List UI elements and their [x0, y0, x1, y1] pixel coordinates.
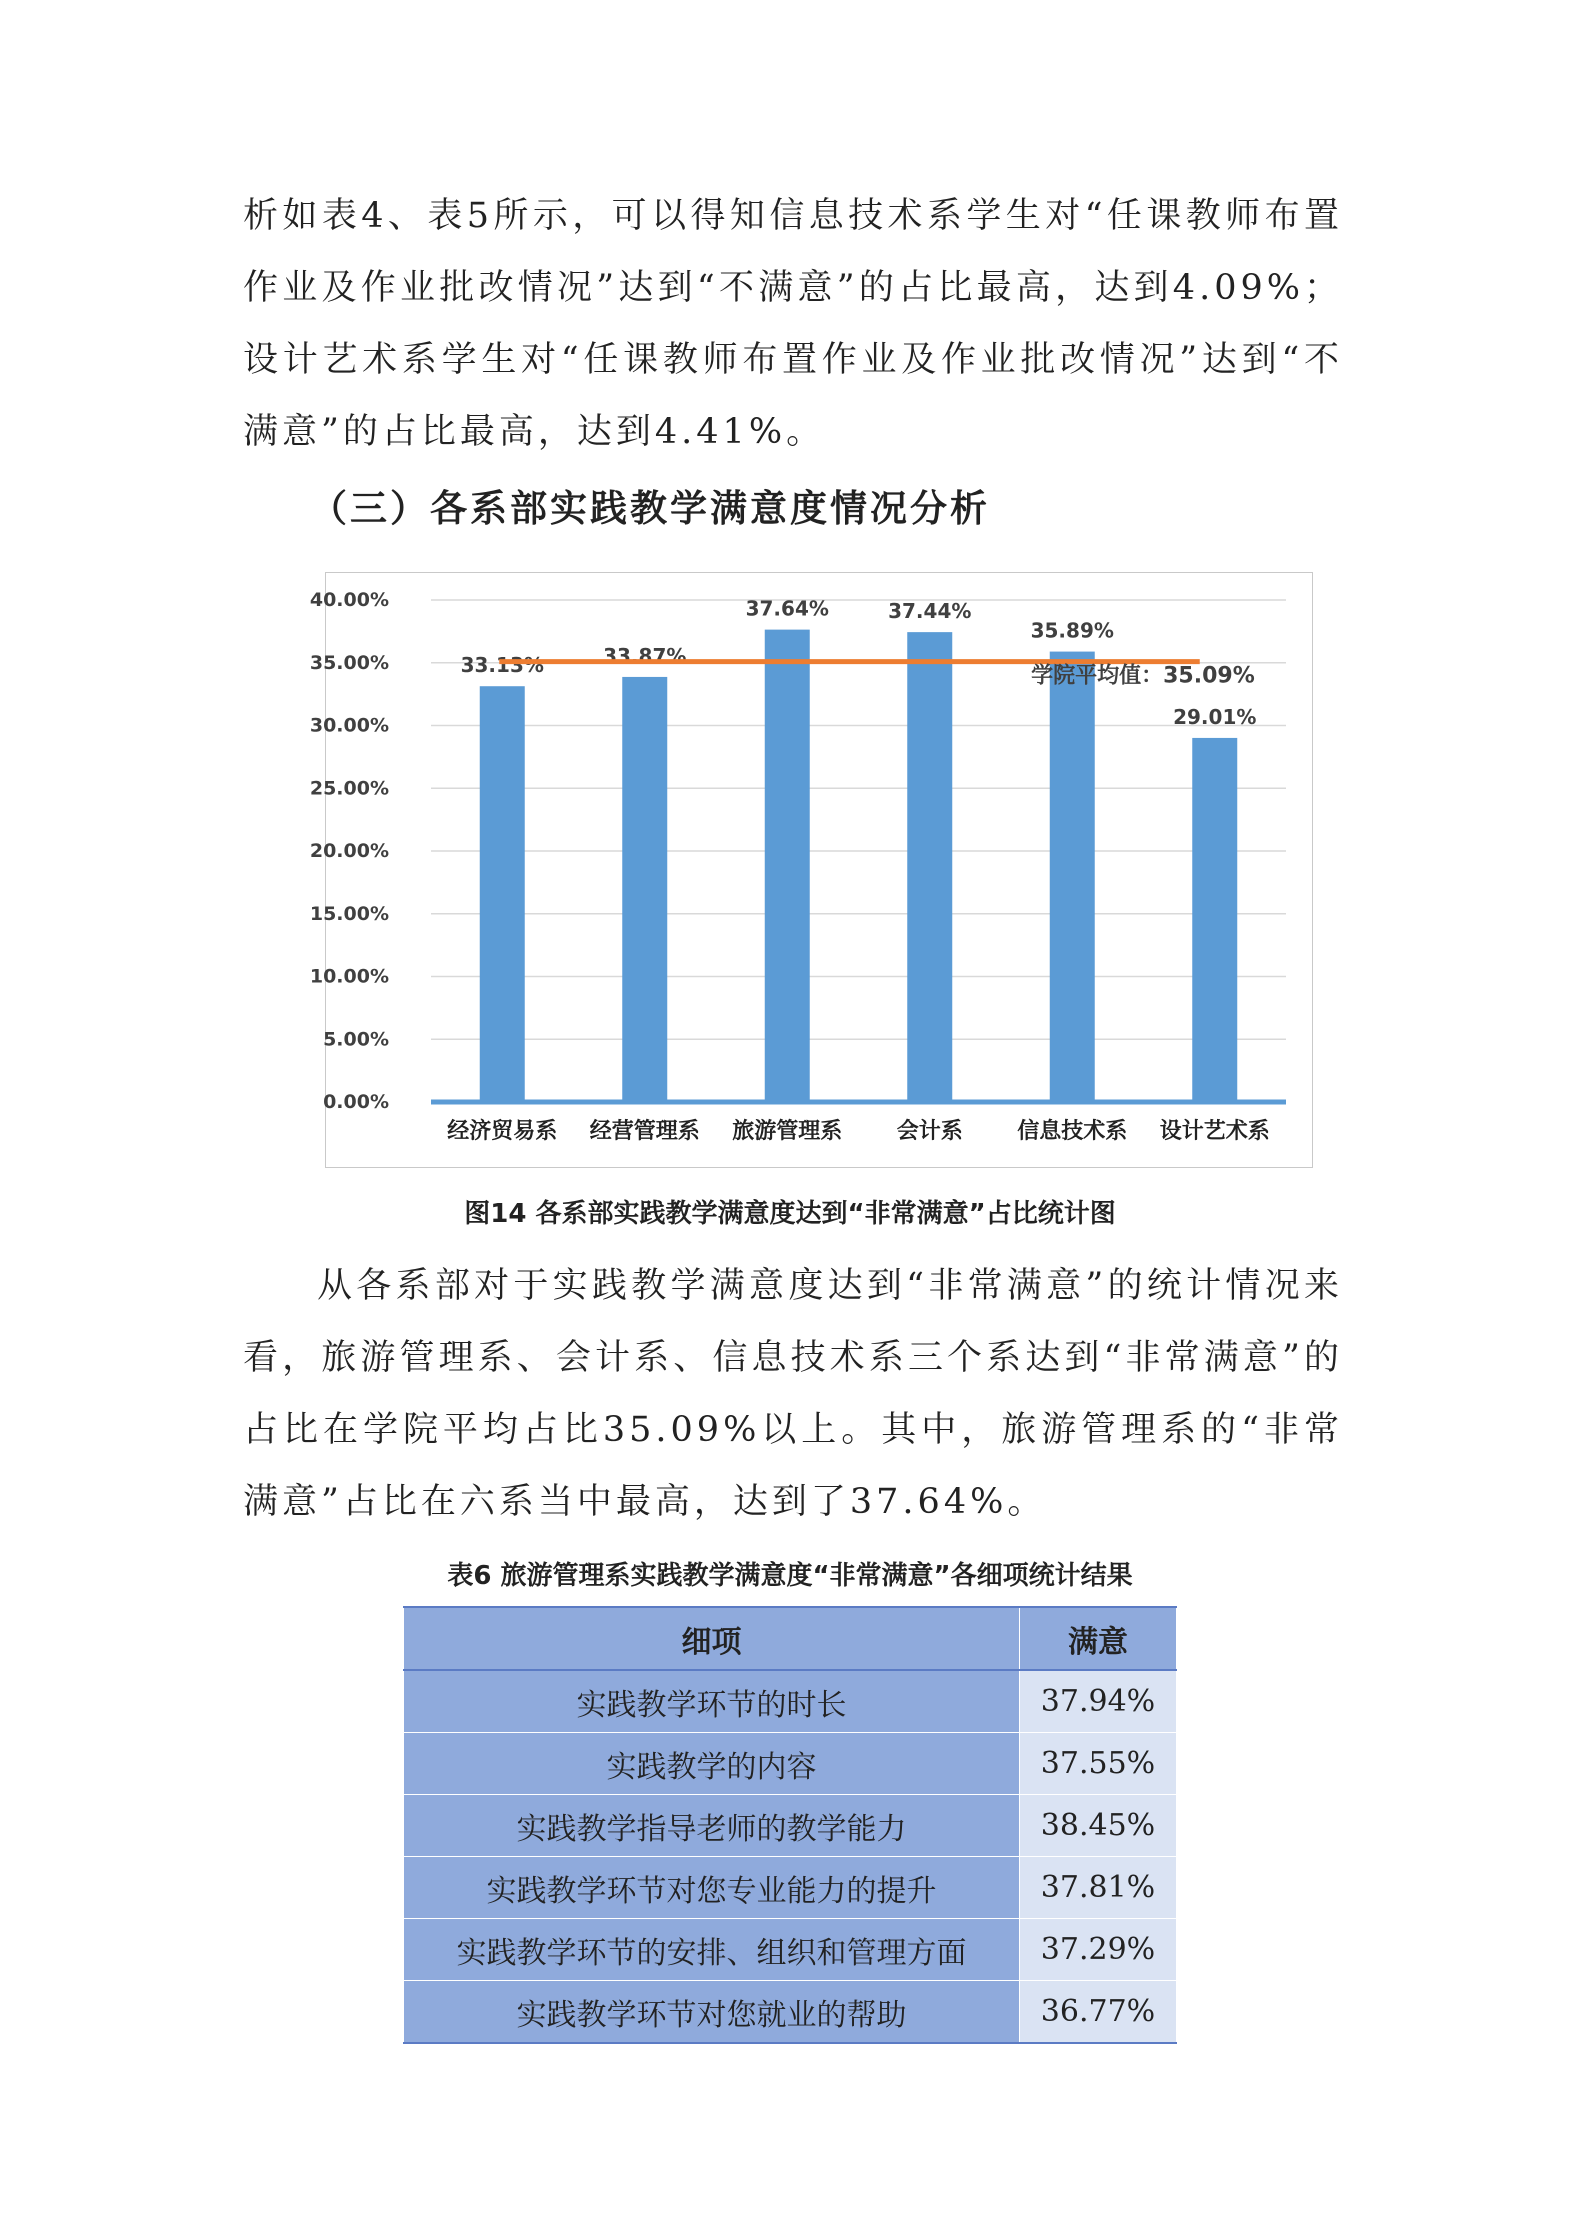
category-label: 信息技术系: [1017, 1119, 1128, 1144]
figure-caption: 图14 各系部实践教学满意度达到“非常满意”占比统计图: [464, 1199, 1116, 1229]
category-label: 设计艺术系: [1159, 1119, 1270, 1144]
bar: [765, 630, 810, 1102]
data-label: 35.89%: [1030, 618, 1114, 643]
bar: [907, 632, 952, 1102]
bar-chart: [309, 572, 1313, 1168]
row-item: 实践教学的内容: [404, 1733, 1020, 1795]
row-value: 37.55%: [1020, 1733, 1177, 1795]
intro-paragraph: 析如表4、表5所示，可以得知信息技术系学生对“任课教师布置作业及作业批改情况”达到“不满意”的占比最高，达到4.09%；设计艺术系学生对“任课教师布置作业及作业批改情况”达到“不满意”的占比最高，达到4.41%。: [243, 196, 1343, 452]
category-label: 旅游管理系: [732, 1119, 843, 1144]
category-label: 经济贸易系: [447, 1119, 558, 1144]
row-item: 实践教学环节的安排、组织和管理方面: [404, 1919, 1020, 1981]
data-label: 37.44%: [888, 599, 972, 624]
table-caption: 表6 旅游管理系实践教学满意度“非常满意”各细项统计结果: [447, 1561, 1133, 1591]
y-tick-label: 30.00%: [309, 714, 389, 737]
data-label: 37.64%: [745, 596, 829, 621]
row-value: 36.77%: [1020, 1981, 1177, 2044]
category-label: 经营管理系: [589, 1119, 700, 1144]
data-label: 29.01%: [1173, 704, 1257, 729]
table-row: [404, 1670, 1177, 1733]
bar: [480, 686, 525, 1102]
table-row: [404, 1733, 1177, 1795]
y-tick-label: 5.00%: [323, 1028, 389, 1051]
analysis-paragraph: 从各系部对于实践教学满意度达到“非常满意”的统计情况来看，旅游管理系、会计系、信息技术系三个系达到“非常满意”的占比在学院平均占比35.09%以上。其中，旅游管理系的“非常满意”占比在六系当中最高，达到了37.64%。: [243, 1266, 1343, 1522]
y-tick-label: 20.00%: [309, 840, 389, 862]
row-item: 实践教学环节对您专业能力的提升: [404, 1857, 1020, 1919]
y-tick-label: 10.00%: [309, 965, 389, 988]
y-tick-label: 35.00%: [309, 651, 389, 674]
table-header-row: [404, 1607, 1177, 1670]
header-value: 满意: [1020, 1607, 1177, 1670]
y-tick-label: 40.00%: [309, 589, 389, 611]
y-tick-label: 0.00%: [323, 1091, 389, 1113]
row-value: 37.29%: [1020, 1919, 1177, 1981]
row-value: 37.94%: [1020, 1670, 1177, 1733]
y-tick-label: 15.00%: [309, 902, 389, 925]
table-row: [404, 1857, 1177, 1919]
data-label: 33.13%: [460, 653, 544, 678]
bar: [622, 677, 667, 1102]
detail-table: [403, 1606, 1177, 2044]
section-heading: （三）各系部实践教学满意度情况分析: [310, 487, 990, 530]
row-item: 实践教学指导老师的教学能力: [404, 1795, 1020, 1857]
row-value: 37.81%: [1020, 1857, 1177, 1919]
header-item: 细项: [404, 1607, 1020, 1670]
row-item: 实践教学环节的时长: [404, 1670, 1020, 1733]
average-label: 学院平均值：35.09%: [1031, 663, 1255, 689]
bar-chart-canvas: [309, 573, 1312, 1167]
category-label: 会计系: [896, 1119, 963, 1144]
table-row: [404, 1795, 1177, 1857]
data-label: 33.87%: [603, 643, 687, 668]
bar: [1050, 652, 1095, 1102]
row-value: 38.45%: [1020, 1795, 1177, 1857]
bar: [1192, 738, 1237, 1102]
table-row: [404, 1981, 1177, 2044]
row-item: 实践教学环节对您就业的帮助: [404, 1981, 1020, 2044]
table-row: [404, 1919, 1177, 1981]
y-tick-label: 25.00%: [309, 777, 389, 800]
